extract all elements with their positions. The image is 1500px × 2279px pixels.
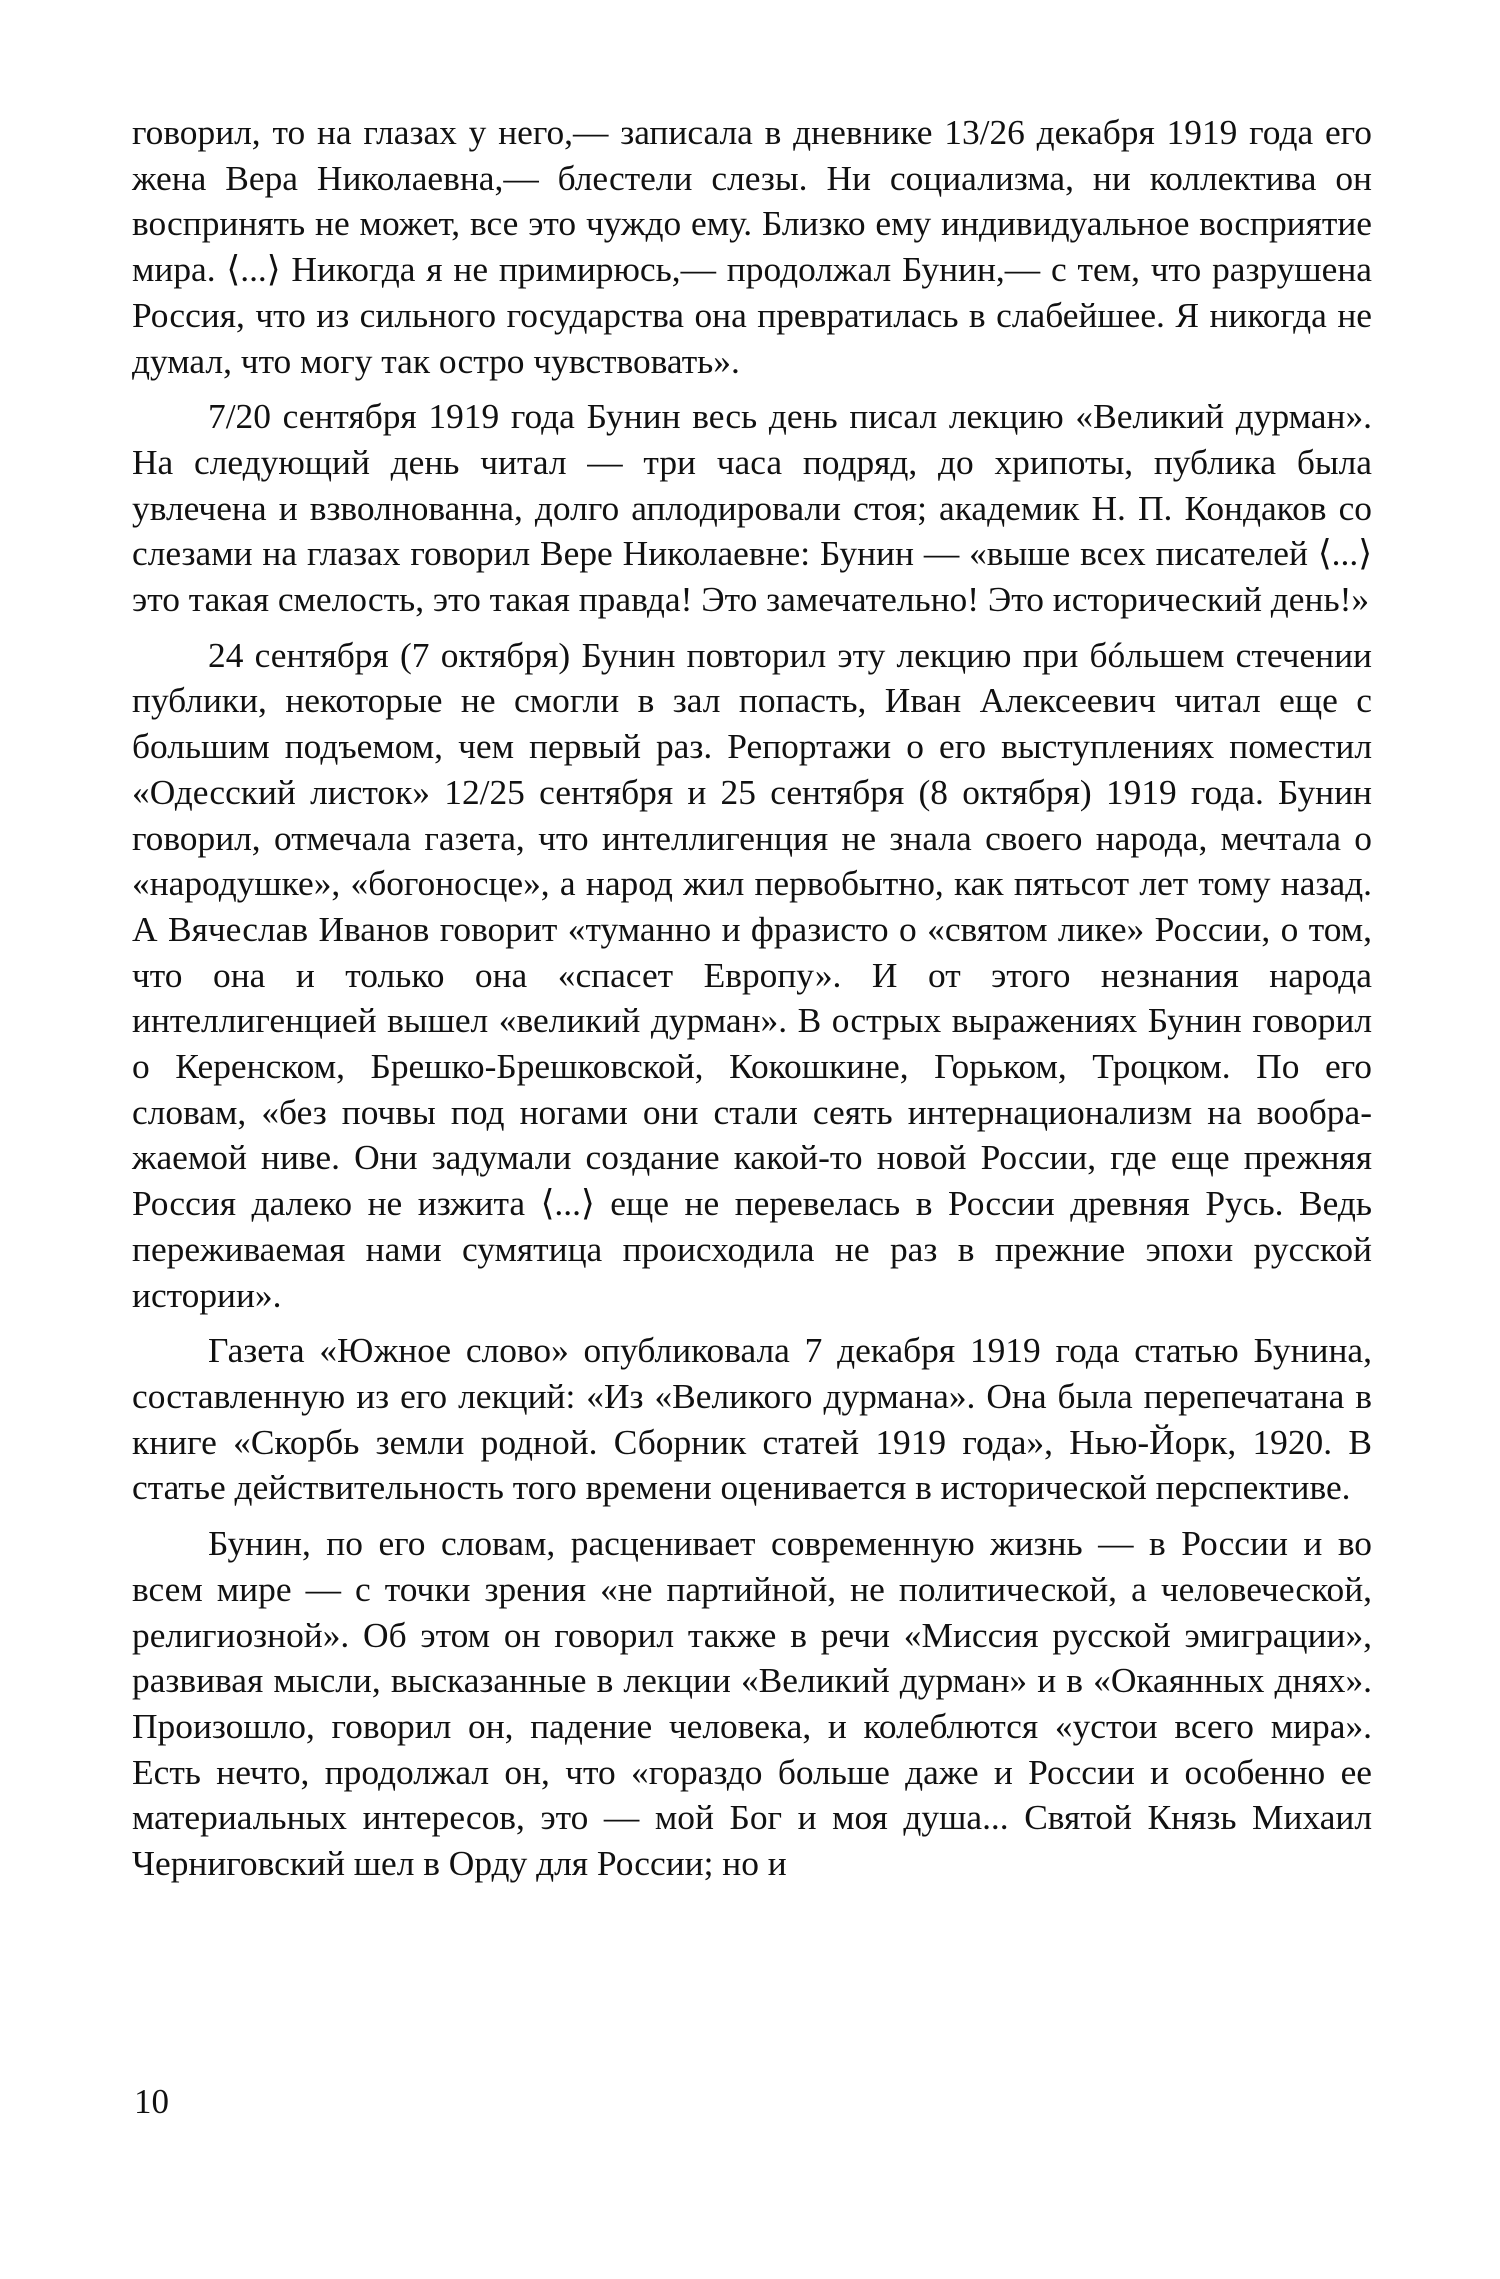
paragraph-3: 24 сентября (7 октября) Бунин повторил эту лекцию при бóльшем стечении публики, некоторые не смогли в зал попасть, Иван Алексеевич читал еще с большим подъемом, чем первый раз. Репортажи о его выступлениях поместил «Одесский листок» 12/25 сентября и 25 сентября (8 октября) 1919 года. Бунин говорил, отмечала газета, что интеллигенция не знала своего народа, мечтала о «народушке», «богоносце», а народ жил первобытно, как пятьсот лет тому назад. А Вячеслав Иванов говорит «туманно и фразисто о «святом лике» России, о том, что она и только она «спасет Европу». И от этого незнания народа интеллигенцией вышел «великий дурман». В острых выражениях Бунин говорил о Керенском, Брешко-Брешковской, Кокошкине, Горьком, Троцком. По его словам, «без почвы под ногами они стали сеять интернационализм на воображаемой ниве. Они задумали создание какой-то новой России, где еще прежняя Россия далеко не изжита ⟨...⟩ еще не перевелась в России древняя Русь. Ведь переживаемая нами сумятица происходила не раз в прежние эпохи русской истории». <box>132 634 1372 1315</box>
page-number: 10 <box>134 2082 169 2121</box>
paragraph-4: Газета «Южное слово» опубликовала 7 декабря 1919 года статью Бунина, составленную из его лекций: «Из «Великого дурмана». Она была перепечатана в книге «Скорбь земли родной. Сборник статей 1919 года», Нью-Йорк, 1920. В статье действительность того времени оценивается в исторической перспективе. <box>132 1330 1372 1508</box>
page-body <box>132 110 1372 1897</box>
paragraph-2: 7/20 сентября 1919 года Бунин весь день писал лекцию «Великий дурман». На следующий день читал — три часа подряд, до хрипоты, публика была увлечена и взволнованна, долго аплодировали стоя; академик Н. П. Кондаков со слезами на глазах говорил Вере Николаевне: Бунин — «выше всех писателей ⟨...⟩ это такая смелость, это такая правда! Это замечательно! Это исторический день!» <box>132 396 1372 620</box>
paragraph-1: говорил, то на глазах у него,— записала в дневнике 13/26 декабря 1919 года его жена Вера Николаевна,— блестели слезы. Ни социализма, ни коллектива он воспринять не может, все это чуждо ему. Близко ему индивидуальное восприятие мира. ⟨...⟩ Никогда я не примирюсь,— продолжал Бунин,— с тем, что разрушена Россия, что из сильного государства она превратилась в слабейшее. Я никогда не думал, что могу так остро чувствовать». <box>132 112 1372 381</box>
paragraph-5: Бунин, по его словам, расценивает современную жизнь — в России и во всем мире — с точки зрения «не партийной, не политической, а человеческой, религиозной». Об этом он говорил также в речи «Миссия русской эмиграции», развивая мысли, высказанные в лекции «Великий дурман» и в «Окаянных днях». Произошло, говорил он, падение человека, и колеблются «устои всего мира». Есть нечто, продолжал он, что «гораздо больше даже и России и особенно ее материальных интересов, это — мой Бог и моя душа... Святой Князь Михаил Черниговский шел в Орду для России; но и <box>132 1523 1372 1884</box>
